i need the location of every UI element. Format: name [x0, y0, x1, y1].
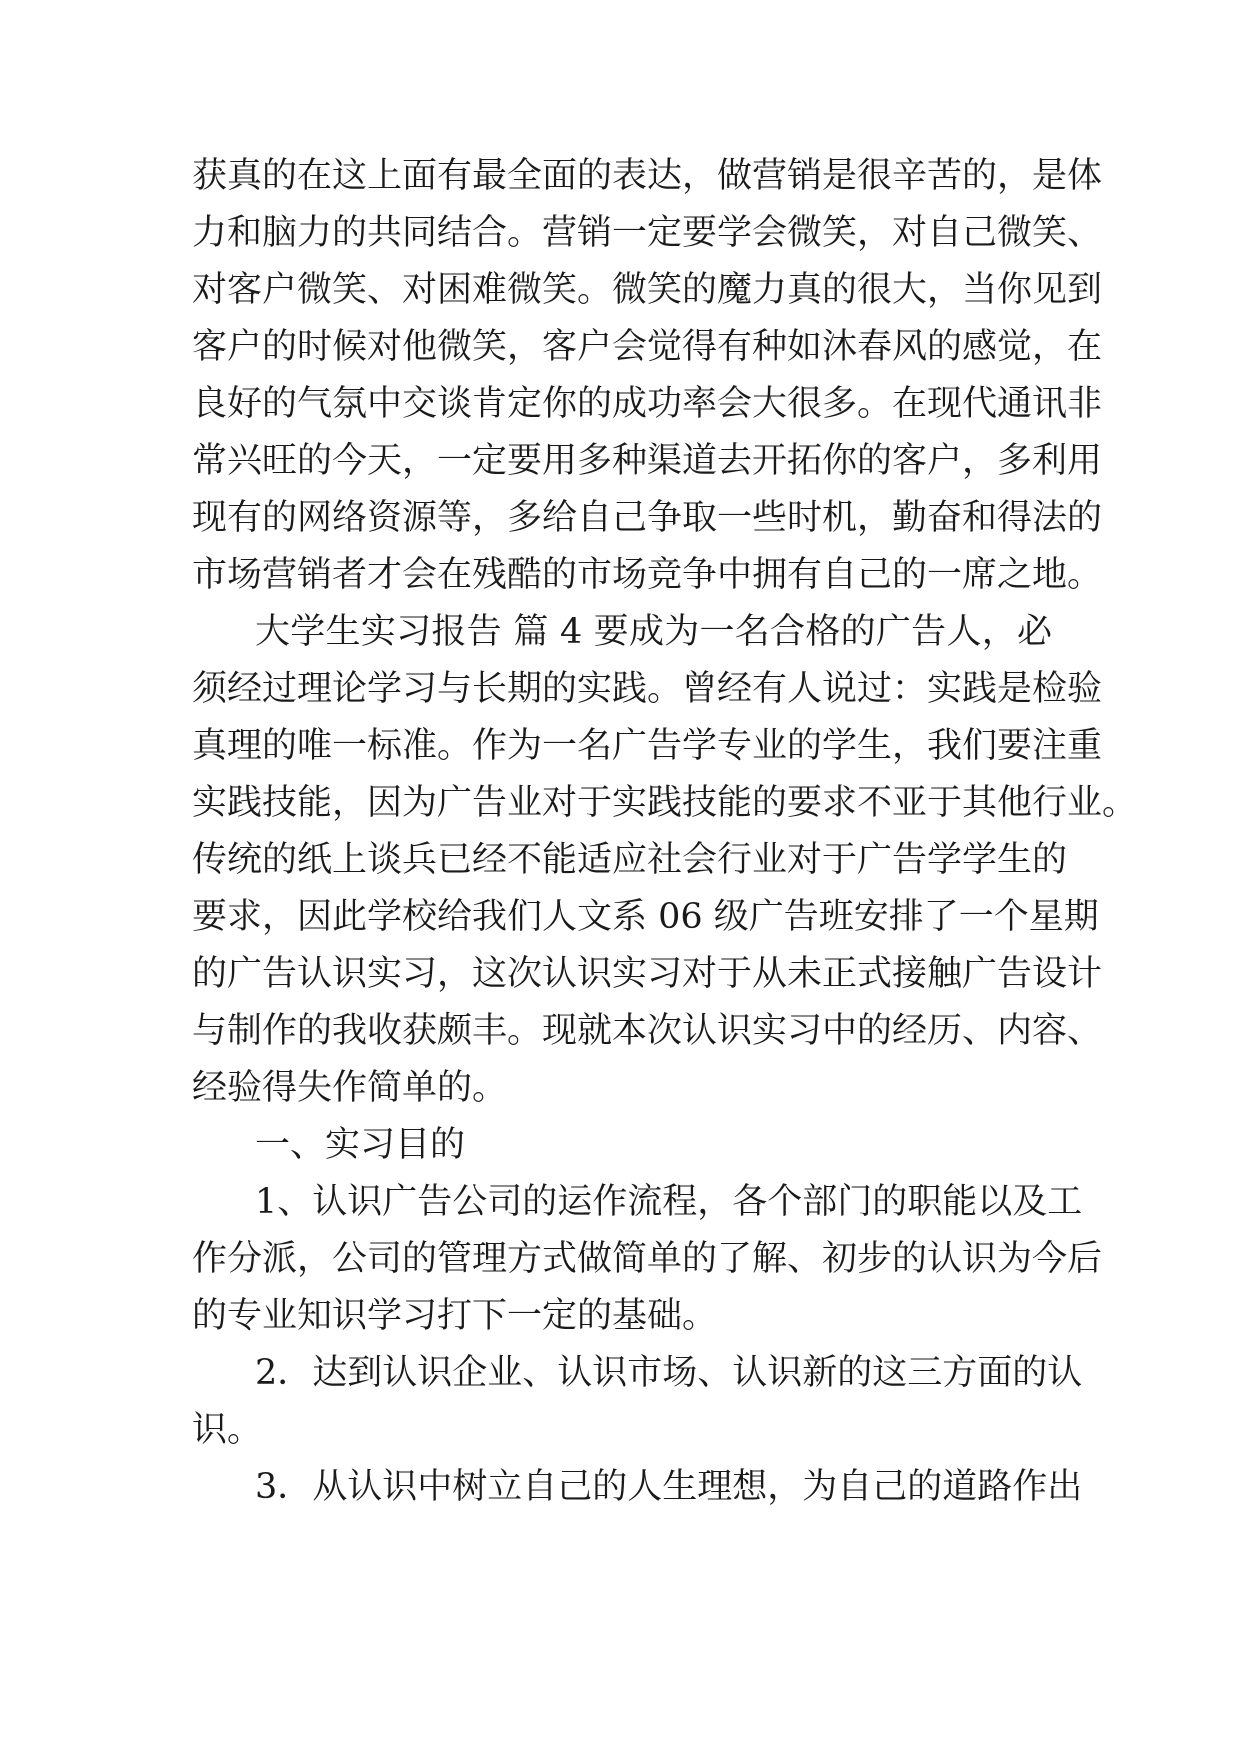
text-line: 市场营销者才会在残酷的市场竞争中拥有自己的一席之地。 [192, 555, 1103, 595]
text-line: 传统的纸上谈兵已经不能适应社会行业对于广告学学生的 [192, 840, 1068, 880]
section-heading: 一、实习目的 [255, 1125, 466, 1165]
list-item-line: 1、认识广告公司的运作流程，各个部门的职能以及工 [255, 1182, 1083, 1222]
text-line: 识。 [192, 1410, 263, 1450]
text-line: 现有的网络资源等，多给自己争取一些时机，勤奋和得法的 [192, 498, 1103, 538]
text-line: 获真的在这上面有最全面的表达，做营销是很辛苦的，是体 [192, 156, 1103, 196]
text-line: 常兴旺的今天，一定要用多种渠道去开拓你的客户，多利用 [192, 441, 1103, 481]
text-line: 经验得失作简单的。 [192, 1068, 508, 1108]
text-line: 力和脑力的共同结合。营销一定要学会微笑，对自己微笑、 [192, 213, 1103, 253]
text-line: 的专业知识学习打下一定的基础。 [192, 1296, 718, 1336]
text-line: 的广告认识实习，这次认识实习对于从未正式接触广告设计 [192, 954, 1103, 994]
text-line: 作分派，公司的管理方式做简单的了解、初步的认识为今后 [192, 1239, 1103, 1279]
text-line: 真理的唯一标准。作为一名广告学专业的学生，我们要注重 [192, 726, 1103, 766]
list-item-line: 3．从认识中树立自己的人生理想，为自己的道路作出 [255, 1467, 1083, 1507]
text-line: 良好的气氛中交谈肯定你的成功率会大很多。在现代通讯非 [192, 384, 1103, 424]
text-line: 客户的时候对他微笑，客户会觉得有种如沐春风的感觉，在 [192, 327, 1103, 367]
text-line: 须经过理论学习与长期的实践。曾经有人说过：实践是检验 [192, 669, 1103, 709]
text-line: 对客户微笑、对困难微笑。微笑的魔力真的很大，当你见到 [192, 270, 1103, 310]
text-line: 要求，因此学校给我们人文系 06 级广告班安排了一个星期 [192, 897, 1099, 937]
text-line: 实践技能，因为广告业对于实践技能的要求不亚于其他行业。 [192, 783, 1138, 823]
text-line: 与制作的我收获颇丰。现就本次认识实习中的经历、内容、 [192, 1011, 1103, 1051]
section-heading-line: 大学生实习报告 篇 4 要成为一名合格的广告人，必 [255, 612, 1052, 652]
list-item-line: 2．达到认识企业、认识市场、认识新的这三方面的认 [255, 1353, 1083, 1393]
